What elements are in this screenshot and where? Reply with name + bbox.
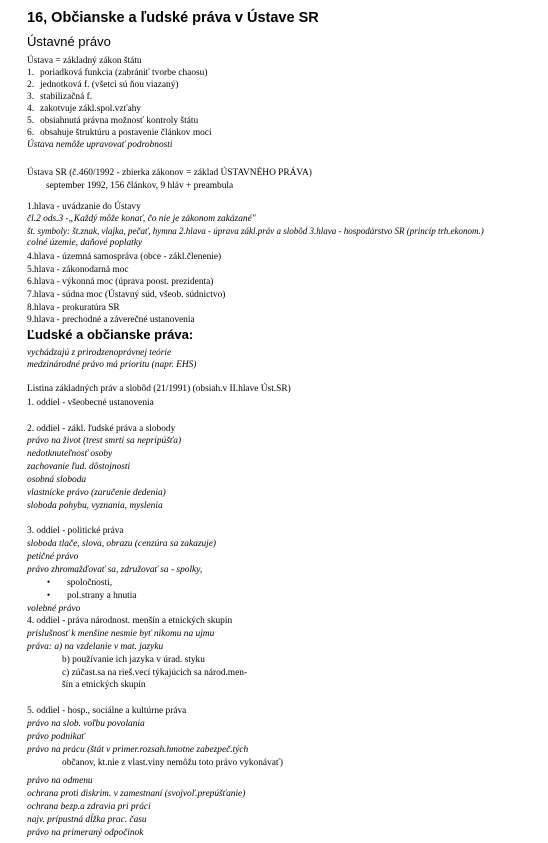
text-line: vlastnícke právo (zaručenie dedenia) bbox=[27, 488, 166, 498]
list-item bbox=[27, 79, 179, 91]
section-line: 2. oddiel - zákl. ľudské práva a slobody bbox=[27, 424, 176, 434]
text-line: sloboda tlače, slova, obrazu (cenzúra sa zakazuje) bbox=[27, 539, 217, 549]
text-line: 4.hlava - územná samospráva (obce - zákl.členenie) bbox=[27, 252, 222, 262]
list-number: 5. bbox=[27, 116, 35, 126]
bullet-icon: • bbox=[46, 578, 51, 588]
text-line: najv. prípustná dĺžka prac. času bbox=[27, 815, 147, 825]
text-line: zachovanie ľud. dôstojnosti bbox=[27, 462, 131, 472]
text-line: právo zhromažďovať sa, združovať sa - spolky, bbox=[27, 565, 203, 575]
text-line: Ústava = základný zákon štátu bbox=[27, 56, 142, 66]
bullet-text: pol.strany a hnutia bbox=[67, 591, 137, 601]
text-line: Listina základných práv a slobôd (21/1991) (obsiah.v II.hlave Úst.SR) bbox=[27, 384, 291, 394]
text-line: colné územie, daňové poplatky bbox=[27, 238, 143, 248]
text-line: ochrana bezp.a zdravia pri práci bbox=[27, 802, 151, 812]
text-line: b) používanie ich jazyka v úrad. styku bbox=[62, 655, 205, 665]
text-line: 5.hlava - zákonodarná moc bbox=[27, 265, 129, 275]
text-line: 1. oddiel - všeobecné ustanovenia bbox=[27, 398, 154, 408]
list-item bbox=[27, 103, 141, 115]
text-line: Ústava SR (č.460/1992 - zbierka zákonov = základ ÚSTAVNÉHO PRÁVA) bbox=[27, 168, 312, 178]
text-line: príslušnosť k menšine nesmie byť nikomu na ujmu bbox=[27, 629, 215, 639]
section-line: 4. oddiel - práva národnost. menšín a etnických skupín bbox=[27, 616, 233, 626]
section-line: 3. oddiel - politické práva bbox=[27, 526, 124, 536]
list-text: jednotková f. (všetci sú ňou viazaný) bbox=[40, 80, 179, 90]
text-line: čl.2 ods.3 -„Každý môže konať, čo nie je zákonom zakázané" bbox=[27, 214, 256, 224]
text-line: práva: a) na vzdelanie v mat. jazyku bbox=[27, 642, 164, 652]
list-item bbox=[27, 91, 92, 103]
text-line: c) zúčast.sa na rieš.vecí týkajúcich sa národ.men- bbox=[62, 668, 248, 678]
bullet-item bbox=[30, 577, 112, 589]
text-line: sloboda pohybu, vyznania, myslenia bbox=[27, 501, 163, 511]
list-text: zakotvuje zákl.spol.vzťahy bbox=[40, 104, 142, 114]
text-line: šín a etnických skupín bbox=[62, 680, 146, 690]
text-line: právo podnikať bbox=[27, 732, 85, 742]
list-text: stabilizačná f. bbox=[40, 92, 93, 102]
bullet-text: spoločnosti, bbox=[67, 578, 113, 588]
text-line: volebné právo bbox=[27, 604, 81, 614]
list-item bbox=[27, 67, 207, 79]
section-heading-ustavne-pravo: Ústavné právo bbox=[27, 34, 111, 49]
text-line: právo na odmenu bbox=[27, 776, 93, 786]
list-number: 3. bbox=[27, 92, 35, 102]
list-item bbox=[27, 115, 198, 127]
text-line: medzinárodné právo má prioritu (napr. EHS) bbox=[27, 360, 197, 370]
text-line: 8.hlava - prokuratúra SR bbox=[27, 303, 120, 313]
text-line: 7.hlava - súdna moc (Ústavný súd, všeob. súdnictvo) bbox=[27, 290, 226, 300]
bullet-item bbox=[30, 590, 137, 602]
text-line: 1.hlava - uvádzanie do Ústavy bbox=[27, 202, 141, 212]
list-number: 4. bbox=[27, 104, 35, 114]
text-line: petičné právo bbox=[27, 552, 79, 562]
bullet-icon: • bbox=[46, 591, 51, 601]
text-line: právo na život (trest smrti sa nepripúšťa) bbox=[27, 436, 182, 446]
text-line: september 1992, 156 článkov, 9 hláv + preambula bbox=[46, 181, 234, 191]
note-line: Ústava nemôže upravovať podrobnosti bbox=[27, 140, 173, 150]
text-line: osobná sloboda bbox=[27, 475, 87, 485]
section-line: 5. oddiel - hosp., sociálne a kultúrne práva bbox=[27, 706, 187, 716]
page-title: 16, Občianske a ľudské práva v Ústave SR bbox=[27, 10, 319, 26]
text-line: št. symboly: št.znak, vlajka, pečať, hymna 2.hlava - úprava zákl.práv a slobôd 3.hlava - hospodárstvo SR (princíp trh.ekonom.) bbox=[27, 226, 484, 236]
list-number: 6. bbox=[27, 128, 35, 138]
list-text: obsiahnutá právna možnosť kontroly štátu bbox=[40, 116, 199, 126]
text-line: 9.hlava - prechodné a záverečné ustanovenia bbox=[27, 315, 195, 325]
list-text: poriadková funkcia (zabrániť tvorbe chaosu) bbox=[40, 68, 208, 78]
text-line: občanov, kt.nie z vlast.viny nemôžu toto právo vykonávať) bbox=[62, 758, 284, 768]
text-line: 6.hlava - výkonná moc (úprava poost. prezidenta) bbox=[27, 277, 214, 287]
text-line: právo na primeraný odpočinok bbox=[27, 828, 144, 838]
text-line: vychádzajú z prirodzenoprávnej teórie bbox=[27, 348, 172, 358]
text-line: ochrana proti diskrim. v zamestnaní (svojvoľ.prepúšťanie) bbox=[27, 789, 246, 799]
text-line: nedotknuteľnosť osoby bbox=[27, 449, 113, 459]
text-line: právo na slob. voľbu povolania bbox=[27, 719, 145, 729]
list-number: 2. bbox=[27, 80, 35, 90]
list-item bbox=[27, 127, 212, 139]
section-heading-ludske-prava: Ľudské a občianske práva: bbox=[27, 327, 194, 342]
list-number: 1. bbox=[27, 68, 35, 78]
text-line: právo na prácu (štát v primer.rozsah.hmotne zabezpeč.tých bbox=[27, 745, 249, 755]
list-text: obsahuje štruktúru a postavenie článkov moci bbox=[40, 128, 212, 138]
